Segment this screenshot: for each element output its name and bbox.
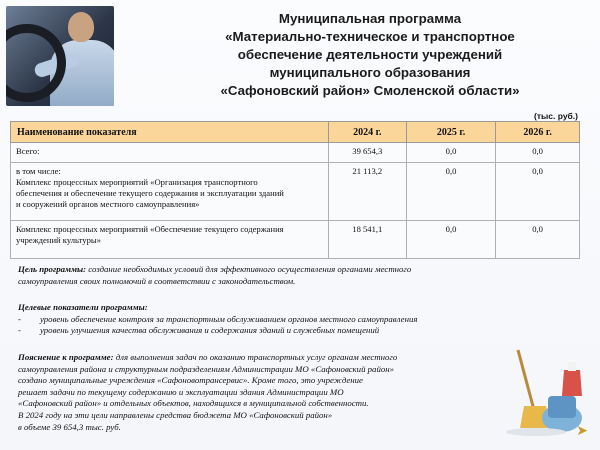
note-text: «Сафоновский район» и отдельных объектов, находящихся в муниципальной собственности. <box>18 398 369 409</box>
cell-2024: 39 654,3 <box>328 143 406 163</box>
title-line: Муниципальная программа <box>278 11 462 26</box>
list-item: - уровень обеспечение контроля за транспортным обслуживанием органов местного самоуправления <box>18 314 538 326</box>
cell-2026: 0,0 <box>496 221 580 259</box>
note-label: Пояснение к программе: <box>18 352 114 362</box>
units-label: (тыс. руб.) <box>534 111 578 121</box>
note-text: в объеме 39 654,3 тыс. руб. <box>18 421 121 432</box>
title-line: муниципального образования <box>269 65 471 80</box>
targets-label: Целевые показатели программы: <box>18 302 148 312</box>
table-header-row <box>11 122 580 143</box>
cell-2024: 18 541,1 <box>328 221 406 259</box>
title-line: обеспечение деятельности учреждений <box>237 47 503 62</box>
table-row <box>11 221 580 259</box>
header-2024: 2024 г. <box>328 122 406 143</box>
cell-2024: 21 113,2 <box>328 163 406 221</box>
goal-text: создание необходимых условий для эффективного осуществления органами местного <box>86 264 412 274</box>
header-indicator: Наименование показателя <box>11 122 329 143</box>
title-line: «Сафоновский район» Смоленской области» <box>220 83 520 98</box>
note-text: для выполнения задач по оказанию транспортных услуг органам местного <box>113 352 398 362</box>
title-line: «Материально-техническое и транспортное <box>225 29 515 44</box>
cell-2025: 0,0 <box>406 221 495 259</box>
note-text: решает задачи по текущему содержанию и эксплуатации здания Администрации МО <box>18 386 344 397</box>
cell-2025: 0,0 <box>406 143 495 163</box>
budget-table <box>10 121 580 259</box>
header-2026: 2026 г. <box>496 122 580 143</box>
header-2025: 2025 г. <box>406 122 495 143</box>
program-targets <box>18 302 538 337</box>
note-text: создано муниципальные учреждения «Сафоновотрансервис». Кроме того, это учреждение <box>18 375 363 386</box>
row-name: Всего: <box>11 143 329 163</box>
program-goal <box>18 264 538 287</box>
cell-2025: 0,0 <box>406 163 495 221</box>
driver-photo <box>6 6 114 106</box>
row-name: в том числе: Комплекс процессных мероприятий «Организация транспортного обеспечения и обеспечение текущего содержания и эксплуатации зданий и сооружений органов местного самоуправления» <box>11 163 329 221</box>
cell-2026: 0,0 <box>496 143 580 163</box>
next-slide-arrow-icon[interactable]: ➤ <box>576 424 588 439</box>
note-text: В 2024 году на эти цели направлены средства бюджета МО «Сафоновский район» <box>18 409 333 420</box>
program-note <box>18 352 538 433</box>
list-item: - уровень улучшения качества обслуживания и содержания зданий и служебных помещений <box>18 325 538 337</box>
page-title <box>150 10 590 100</box>
note-text: самоуправления района и структурным подразделениям Администрации МО «Сафоновский район» <box>18 363 395 374</box>
table-row <box>11 143 580 163</box>
row-name: Комплекс процессных мероприятий «Обеспечение текущего содержания учреждений культуры» <box>11 221 329 259</box>
goal-text: самоуправления своих полномочий в соответствии с законодательством. <box>18 275 296 286</box>
cell-2026: 0,0 <box>496 163 580 221</box>
goal-label: Цель программы: <box>18 264 87 274</box>
table-row <box>11 163 580 221</box>
